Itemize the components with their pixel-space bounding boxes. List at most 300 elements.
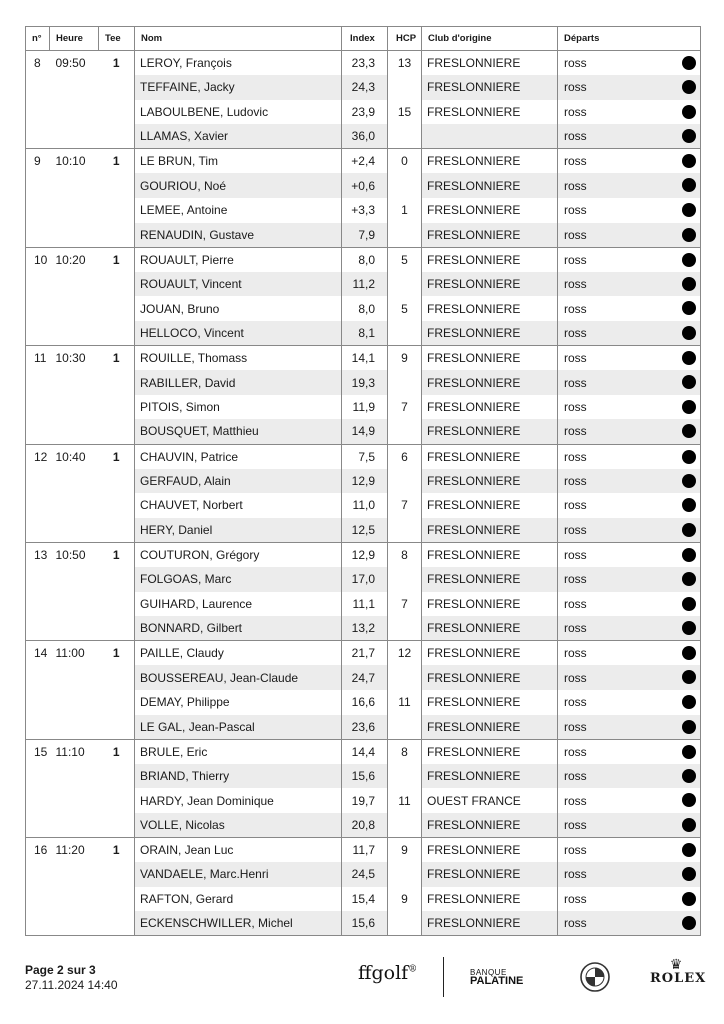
- player-name-text: ROUILLE, Thomass: [140, 351, 248, 366]
- player-depart-text: ross: [564, 621, 587, 636]
- player-depart-text: ross: [564, 178, 587, 193]
- player-depart-text: ross: [564, 572, 587, 587]
- player-club: [422, 665, 558, 690]
- player-club-text: FRESLONNIERE: [427, 867, 521, 882]
- player-club: [422, 518, 558, 543]
- group-time: [50, 567, 99, 592]
- group-time: [50, 321, 99, 346]
- group-tee: [99, 665, 135, 690]
- player-depart: [558, 592, 701, 617]
- group-tee-text: 1: [112, 646, 120, 661]
- player-depart: [558, 838, 701, 863]
- player-hcp: [388, 419, 422, 444]
- group-tee: [99, 100, 135, 125]
- ffgolf-logo-text: ffgolf: [358, 962, 409, 984]
- player-club-text: FRESLONNIERE: [427, 817, 521, 832]
- tee-marker-dot-icon: [682, 56, 696, 70]
- group-number: [26, 862, 50, 887]
- player-name-text: ROUAULT, Vincent: [140, 277, 242, 292]
- player-depart-text: ross: [564, 154, 587, 169]
- table-row: [26, 395, 701, 420]
- group-number: [26, 739, 50, 764]
- player-club-text: FRESLONNIERE: [427, 522, 521, 537]
- group-tee: [99, 567, 135, 592]
- player-name-text: LEROY, François: [140, 56, 232, 71]
- header-tee: Tee: [99, 27, 135, 51]
- group-time: [50, 124, 99, 149]
- tee-marker-dot-icon: [682, 474, 696, 488]
- group-number-text: 12: [34, 449, 48, 464]
- table-row: [26, 370, 701, 395]
- tee-marker-dot-icon: [682, 745, 696, 759]
- player-index: [342, 247, 388, 272]
- player-club: [422, 592, 558, 617]
- player-name: [135, 198, 342, 223]
- table-row: [26, 542, 701, 567]
- player-index-text: 13,2: [351, 621, 375, 636]
- group-tee: [99, 887, 135, 912]
- player-index-text: 19,3: [351, 375, 375, 390]
- player-depart-text: ross: [564, 301, 587, 316]
- group-time-text: 10:10: [55, 154, 86, 169]
- table-row: [26, 887, 701, 912]
- table-row: [26, 788, 701, 813]
- player-club-text: FRESLONNIERE: [427, 400, 521, 415]
- tee-marker-dot-icon: [682, 597, 696, 611]
- group-time: [50, 223, 99, 248]
- group-time: [50, 616, 99, 641]
- player-depart: [558, 395, 701, 420]
- group-time: [50, 51, 99, 76]
- player-name-text: FOLGOAS, Marc: [140, 572, 232, 587]
- player-depart: [558, 911, 701, 936]
- player-index: [342, 272, 388, 297]
- player-club: [422, 493, 558, 518]
- player-club-text: FRESLONNIERE: [427, 227, 521, 242]
- player-depart: [558, 272, 701, 297]
- player-hcp-text: 9: [401, 843, 408, 858]
- player-club: [422, 887, 558, 912]
- header-departs: Départs: [558, 27, 701, 51]
- player-name-text: COUTURON, Grégory: [140, 547, 260, 562]
- player-index: [342, 75, 388, 100]
- table-row: [26, 321, 701, 346]
- group-tee: [99, 321, 135, 346]
- player-depart: [558, 690, 701, 715]
- player-hcp: [388, 764, 422, 789]
- rolex-logo-text: ROLEX: [650, 971, 707, 986]
- player-hcp-text: 13: [397, 56, 412, 71]
- player-index: [342, 296, 388, 321]
- player-hcp-text: 7: [401, 596, 408, 611]
- player-club: [422, 198, 558, 223]
- player-depart: [558, 542, 701, 567]
- tee-marker-dot-icon: [682, 793, 696, 807]
- group-tee: [99, 592, 135, 617]
- group-tee: [99, 764, 135, 789]
- player-name: [135, 641, 342, 666]
- player-hcp: [388, 862, 422, 887]
- group-time: [50, 173, 99, 198]
- player-depart-text: ross: [564, 375, 587, 390]
- player-club-text: FRESLONNIERE: [427, 572, 521, 587]
- player-index: [342, 149, 388, 174]
- tee-marker-dot-icon: [682, 154, 696, 168]
- player-hcp-text: 8: [401, 547, 408, 562]
- player-name-text: RENAUDIN, Gustave: [140, 227, 255, 242]
- player-hcp-text: 1: [401, 203, 408, 218]
- header-club: Club d'origine: [422, 27, 558, 51]
- player-club: [422, 124, 558, 149]
- player-index: [342, 715, 388, 740]
- group-number-text: 8: [34, 56, 41, 71]
- player-depart: [558, 641, 701, 666]
- player-club-text: FRESLONNIERE: [427, 621, 521, 636]
- player-index: [342, 518, 388, 543]
- player-depart-text: ross: [564, 473, 587, 488]
- group-number: [26, 346, 50, 371]
- player-hcp: [388, 838, 422, 863]
- player-index-text: 23,9: [351, 104, 375, 119]
- start-list-table: [25, 26, 701, 936]
- group-number: [26, 75, 50, 100]
- player-club: [422, 395, 558, 420]
- group-number: [26, 592, 50, 617]
- player-depart-text: ross: [564, 449, 587, 464]
- player-index-text: 8,0: [358, 252, 375, 267]
- player-club: [422, 813, 558, 838]
- player-hcp-text: 11: [398, 695, 411, 710]
- player-name: [135, 75, 342, 100]
- player-depart: [558, 198, 701, 223]
- tee-marker-dot-icon: [682, 351, 696, 365]
- player-hcp: [388, 493, 422, 518]
- player-club-text: FRESLONNIERE: [427, 843, 521, 858]
- group-number: [26, 444, 50, 469]
- table-row: [26, 665, 701, 690]
- group-time: [50, 764, 99, 789]
- table-row: [26, 862, 701, 887]
- player-depart-text: ross: [564, 916, 587, 931]
- player-index-text: 20,8: [351, 817, 375, 832]
- group-number: [26, 911, 50, 936]
- group-tee: [99, 715, 135, 740]
- player-index: [342, 641, 388, 666]
- player-depart: [558, 419, 701, 444]
- group-time: [50, 542, 99, 567]
- player-depart: [558, 100, 701, 125]
- group-time: [50, 838, 99, 863]
- table-row: [26, 641, 701, 666]
- player-index-text: 11,7: [352, 843, 375, 858]
- player-hcp: [388, 444, 422, 469]
- group-tee: [99, 223, 135, 248]
- player-depart: [558, 51, 701, 76]
- group-number: [26, 665, 50, 690]
- group-tee: [99, 641, 135, 666]
- player-name-text: ECKENSCHWILLER, Michel: [140, 916, 293, 931]
- player-name-text: LEMEE, Antoine: [140, 203, 228, 218]
- group-tee: [99, 813, 135, 838]
- player-index: [342, 198, 388, 223]
- group-time: [50, 247, 99, 272]
- player-index: [342, 838, 388, 863]
- player-hcp: [388, 887, 422, 912]
- player-name: [135, 223, 342, 248]
- player-name: [135, 788, 342, 813]
- ffgolf-logo: [358, 962, 417, 984]
- table-body: [26, 51, 701, 936]
- player-hcp: [388, 542, 422, 567]
- player-hcp-text: 12: [397, 646, 412, 661]
- player-index-text: 24,5: [351, 867, 375, 882]
- player-name-text: GERFAUD, Alain: [140, 473, 231, 488]
- player-name-text: VANDAELE, Marc.Henri: [140, 867, 269, 882]
- player-hcp-text: 5: [401, 301, 408, 316]
- group-tee: [99, 173, 135, 198]
- table-row: [26, 198, 701, 223]
- player-index: [342, 321, 388, 346]
- player-hcp: [388, 272, 422, 297]
- group-time: [50, 592, 99, 617]
- player-depart-text: ross: [564, 351, 587, 366]
- player-index: [342, 764, 388, 789]
- player-club-text: FRESLONNIERE: [427, 769, 521, 784]
- group-number: [26, 272, 50, 297]
- player-index-text: 14,4: [351, 744, 375, 759]
- player-depart: [558, 469, 701, 494]
- player-depart-text: ross: [564, 104, 587, 119]
- table-row: [26, 247, 701, 272]
- group-number: [26, 838, 50, 863]
- player-club: [422, 444, 558, 469]
- group-number-text: 11: [34, 351, 47, 366]
- player-club: [422, 739, 558, 764]
- player-index: [342, 665, 388, 690]
- player-depart: [558, 173, 701, 198]
- player-index: [342, 346, 388, 371]
- player-depart-text: ross: [564, 80, 587, 95]
- player-name: [135, 493, 342, 518]
- player-index-text: 7,9: [358, 227, 375, 242]
- player-name: [135, 764, 342, 789]
- player-club: [422, 419, 558, 444]
- table-row: [26, 813, 701, 838]
- player-depart: [558, 813, 701, 838]
- header-hcp: HCP: [388, 27, 422, 51]
- player-index: [342, 493, 388, 518]
- player-name-text: LABOULBENE, Ludovic: [140, 104, 269, 119]
- player-club-text: FRESLONNIERE: [427, 80, 521, 95]
- group-number: [26, 813, 50, 838]
- player-hcp: [388, 665, 422, 690]
- player-depart-text: ross: [564, 203, 587, 218]
- player-club: [422, 321, 558, 346]
- page-number: Page 2 sur 3: [25, 963, 96, 977]
- player-club-text: FRESLONNIERE: [427, 547, 521, 562]
- player-index-text: 8,1: [358, 326, 375, 341]
- player-club: [422, 690, 558, 715]
- player-club: [422, 764, 558, 789]
- player-name: [135, 616, 342, 641]
- player-name: [135, 321, 342, 346]
- player-name: [135, 173, 342, 198]
- player-club-text: FRESLONNIERE: [427, 424, 521, 439]
- table-row: [26, 690, 701, 715]
- player-index-text: 12,9: [351, 473, 375, 488]
- player-club-text: FRESLONNIERE: [427, 916, 521, 931]
- player-hcp: [388, 813, 422, 838]
- player-index-text: 24,7: [351, 670, 375, 685]
- group-number: [26, 51, 50, 76]
- group-number: [26, 370, 50, 395]
- player-depart: [558, 887, 701, 912]
- player-depart-text: ross: [564, 695, 587, 710]
- group-number: [26, 198, 50, 223]
- player-index-text: +0,6: [351, 178, 375, 193]
- player-club-text: FRESLONNIERE: [427, 104, 521, 119]
- tee-marker-dot-icon: [682, 646, 696, 660]
- group-number-text: 16: [34, 843, 48, 858]
- player-club-text: FRESLONNIERE: [427, 301, 521, 316]
- player-name: [135, 395, 342, 420]
- tee-marker-dot-icon: [682, 670, 696, 684]
- player-depart: [558, 223, 701, 248]
- player-club: [422, 911, 558, 936]
- player-club-text: FRESLONNIERE: [427, 449, 521, 464]
- player-depart-text: ross: [564, 867, 587, 882]
- table-row: [26, 715, 701, 740]
- group-tee: [99, 911, 135, 936]
- player-index-text: 12,5: [351, 522, 375, 537]
- player-name-text: PITOIS, Simon: [140, 400, 220, 415]
- player-index-text: 17,0: [351, 572, 375, 587]
- player-index: [342, 173, 388, 198]
- player-index: [342, 542, 388, 567]
- player-hcp-text: 8: [401, 744, 408, 759]
- player-index-text: 23,3: [351, 56, 375, 71]
- group-number: [26, 641, 50, 666]
- group-tee: [99, 862, 135, 887]
- player-depart: [558, 739, 701, 764]
- player-depart: [558, 444, 701, 469]
- player-hcp-text: 9: [401, 891, 408, 906]
- player-club-text: FRESLONNIERE: [427, 596, 521, 611]
- group-number: [26, 100, 50, 125]
- player-index: [342, 567, 388, 592]
- player-depart-text: ross: [564, 227, 587, 242]
- group-tee-text: 1: [112, 449, 120, 464]
- player-name: [135, 862, 342, 887]
- table-row: [26, 592, 701, 617]
- group-tee: [99, 370, 135, 395]
- registered-mark-icon: ®: [408, 964, 418, 975]
- player-name: [135, 469, 342, 494]
- player-hcp: [388, 149, 422, 174]
- player-depart-text: ross: [564, 769, 587, 784]
- player-hcp: [388, 469, 422, 494]
- player-club: [422, 567, 558, 592]
- player-club: [422, 715, 558, 740]
- player-name-text: LE BRUN, Tim: [140, 154, 219, 169]
- tee-marker-dot-icon: [682, 400, 696, 414]
- player-club-text: FRESLONNIERE: [427, 252, 521, 267]
- group-tee: [99, 542, 135, 567]
- player-club: [422, 173, 558, 198]
- group-tee: [99, 346, 135, 371]
- group-tee: [99, 247, 135, 272]
- group-time: [50, 272, 99, 297]
- player-index: [342, 124, 388, 149]
- player-depart: [558, 715, 701, 740]
- player-name: [135, 149, 342, 174]
- player-index: [342, 444, 388, 469]
- group-time-text: 10:40: [55, 449, 86, 464]
- player-name-text: RABILLER, David: [140, 375, 236, 390]
- player-hcp-text: 7: [401, 400, 408, 415]
- player-name: [135, 51, 342, 76]
- player-name-text: LLAMAS, Xavier: [140, 129, 229, 144]
- player-name: [135, 911, 342, 936]
- player-index-text: 11,9: [352, 400, 375, 415]
- player-hcp: [388, 715, 422, 740]
- group-time: [50, 911, 99, 936]
- banque-logo-bottom: PALATINE: [470, 975, 524, 987]
- group-number: [26, 887, 50, 912]
- player-depart-text: ross: [564, 891, 587, 906]
- player-index: [342, 813, 388, 838]
- player-name-text: JOUAN, Bruno: [140, 301, 220, 316]
- player-hcp: [388, 198, 422, 223]
- player-depart-text: ross: [564, 547, 587, 562]
- group-time: [50, 296, 99, 321]
- player-name-text: BOUSQUET, Matthieu: [140, 424, 259, 439]
- group-number-text: 13: [34, 547, 48, 562]
- table-row: [26, 764, 701, 789]
- player-depart-text: ross: [564, 793, 587, 808]
- group-number: [26, 715, 50, 740]
- player-index: [342, 419, 388, 444]
- group-number: [26, 419, 50, 444]
- player-hcp-text: 11: [398, 793, 411, 808]
- group-number-text: 14: [34, 646, 48, 661]
- crown-icon: ♛: [669, 956, 683, 972]
- player-index: [342, 370, 388, 395]
- player-index-text: +3,3: [351, 203, 375, 218]
- group-tee-text: 1: [112, 56, 120, 71]
- group-tee: [99, 518, 135, 543]
- player-depart: [558, 247, 701, 272]
- player-index: [342, 100, 388, 125]
- player-index: [342, 739, 388, 764]
- table-row: [26, 75, 701, 100]
- player-name-text: GUIHARD, Laurence: [140, 596, 253, 611]
- group-number: [26, 788, 50, 813]
- player-index: [342, 862, 388, 887]
- group-tee: [99, 690, 135, 715]
- table-row: [26, 444, 701, 469]
- group-tee-text: 1: [112, 744, 120, 759]
- group-time: [50, 715, 99, 740]
- player-index: [342, 223, 388, 248]
- header-index: Index: [342, 27, 388, 51]
- group-tee-text: 1: [112, 351, 120, 366]
- group-time: [50, 690, 99, 715]
- group-number: [26, 469, 50, 494]
- group-time: [50, 75, 99, 100]
- player-index-text: 7,5: [358, 449, 375, 464]
- table-row: [26, 124, 701, 149]
